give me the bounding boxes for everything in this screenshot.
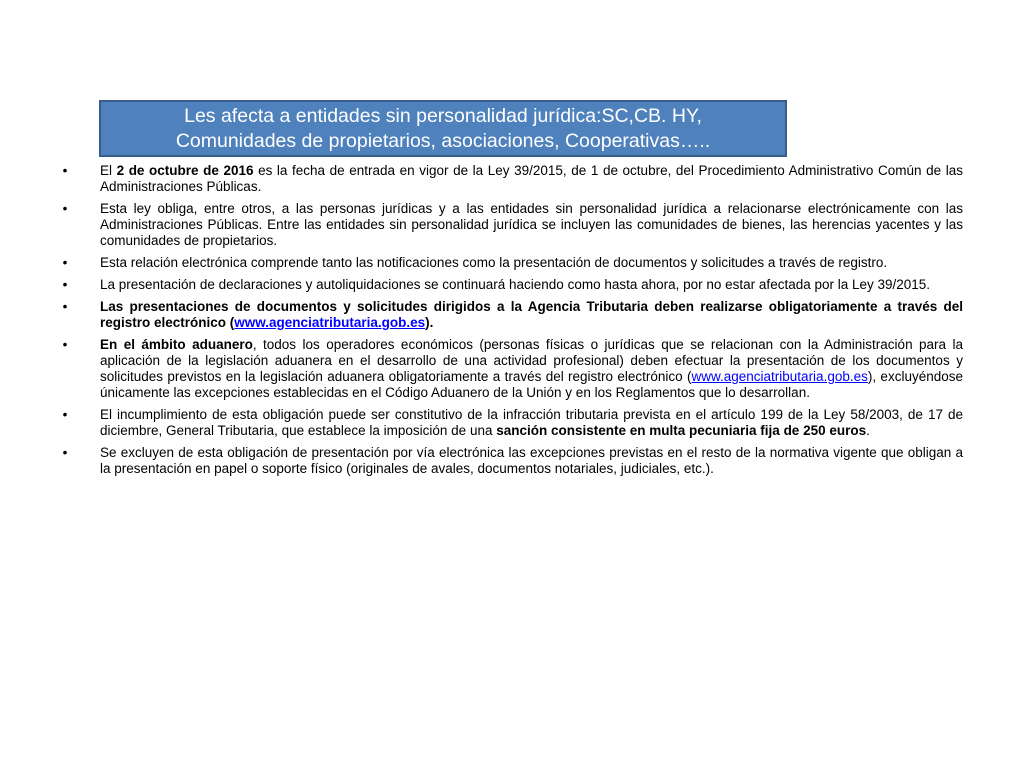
bullet-item-6 xyxy=(62,337,963,401)
bullet-7-sanction: sanción consistente en multa pecuniaria fija de 250 euros xyxy=(496,423,867,438)
agencia-tributaria-link[interactable]: www.agenciatributaria.gob.es xyxy=(691,369,868,384)
bullet-6-text-b: ), excluyéndose únicamente las excepciones establecidas en el Código Aduanero de la Unión y en los Reglamentos que lo desarrollan. xyxy=(100,369,963,400)
slide-title-line-1: Les afecta a entidades sin personalidad jurídica:SC,CB. HY, xyxy=(184,105,702,127)
bullet-dot-icon: • xyxy=(62,407,68,422)
bullet-item-8 xyxy=(62,445,963,477)
bullet-4-text: La presentación de declaraciones y autoliquidaciones se continuará haciendo como hasta ahora, por no estar afectada por la Ley 39/2015. xyxy=(100,277,931,292)
bullet-dot-icon: • xyxy=(62,337,68,352)
bullet-dot-icon: • xyxy=(62,201,68,216)
bullet-2-text: Esta ley obliga, entre otros, a las personas jurídicas y a las entidades sin personalidad jurídica a relacionarse electrónicamente con las Administraciones Públicas. Entre las entidades sin personalidad jurídica se incluyen las comunidades de bienes, las herencias yacentes y las comunidades de propietarios. xyxy=(100,201,963,248)
bullet-dot-icon: • xyxy=(62,255,68,270)
bullet-list xyxy=(62,163,963,483)
bullet-item-4 xyxy=(62,277,963,293)
bullet-8-text: Se excluyen de esta obligación de presentación por vía electrónica las excepciones previstas en el resto de la normativa vigente que obligan a la presentación en papel o soporte físico (originales de avales, documentos notariales, judiciales, etc.). xyxy=(100,445,963,476)
bullet-5-text-b: ). xyxy=(425,315,434,330)
bullet-5-text-a: Las presentaciones de documentos y solicitudes dirigidos a la Agencia Tributaria deben realizarse obligatoriamente a través del registro electrónico ( xyxy=(100,299,963,330)
bullet-item-3 xyxy=(62,255,963,271)
bullet-6-text-a: , todos los operadores económicos (personas físicas o jurídicas que se relacionan con la Administración para la aplicación de la legislación aduanera en el desarrollo de una actividad profesional) deben efectuar la presentación de los documentos y solicitudes previstos en la legislación aduanera obligatoriamente a través del registro electrónico ( xyxy=(100,337,963,384)
bullet-dot-icon: • xyxy=(62,445,68,460)
bullet-1-date: 2 de octubre de 2016 xyxy=(116,163,254,178)
slide-title-box xyxy=(99,100,787,157)
bullet-item-7 xyxy=(62,407,963,439)
bullet-6-lead: En el ámbito aduanero xyxy=(100,337,253,352)
bullet-item-1 xyxy=(62,163,963,195)
bullet-item-5 xyxy=(62,299,963,331)
bullet-dot-icon: • xyxy=(62,163,68,178)
bullet-7-text-b: . xyxy=(866,423,870,438)
bullet-dot-icon: • xyxy=(62,277,68,292)
bullet-1-text-a: El xyxy=(100,163,117,178)
bullet-1-text-b: es la fecha de entrada en vigor de la Ley 39/2015, de 1 de octubre, del Procedimiento Administrativo Común de las Administraciones Públicas. xyxy=(100,163,963,194)
bullet-7-text-a: El incumplimiento de esta obligación puede ser constitutivo de la infracción tributaria prevista en el artículo 199 de la Ley 58/2003, de 17 de diciembre, General Tributaria, que establece la imposición de una xyxy=(100,407,963,438)
bullet-item-2 xyxy=(62,201,963,249)
slide-title-line-2: Comunidades de propietarios, asociaciones, Cooperativas….. xyxy=(175,130,711,152)
bullet-dot-icon: • xyxy=(62,299,68,314)
bullet-3-text: Esta relación electrónica comprende tanto las notificaciones como la presentación de documentos y solicitudes a través de registro. xyxy=(100,255,888,270)
agencia-tributaria-link[interactable]: www.agenciatributaria.gob.es xyxy=(234,315,426,330)
